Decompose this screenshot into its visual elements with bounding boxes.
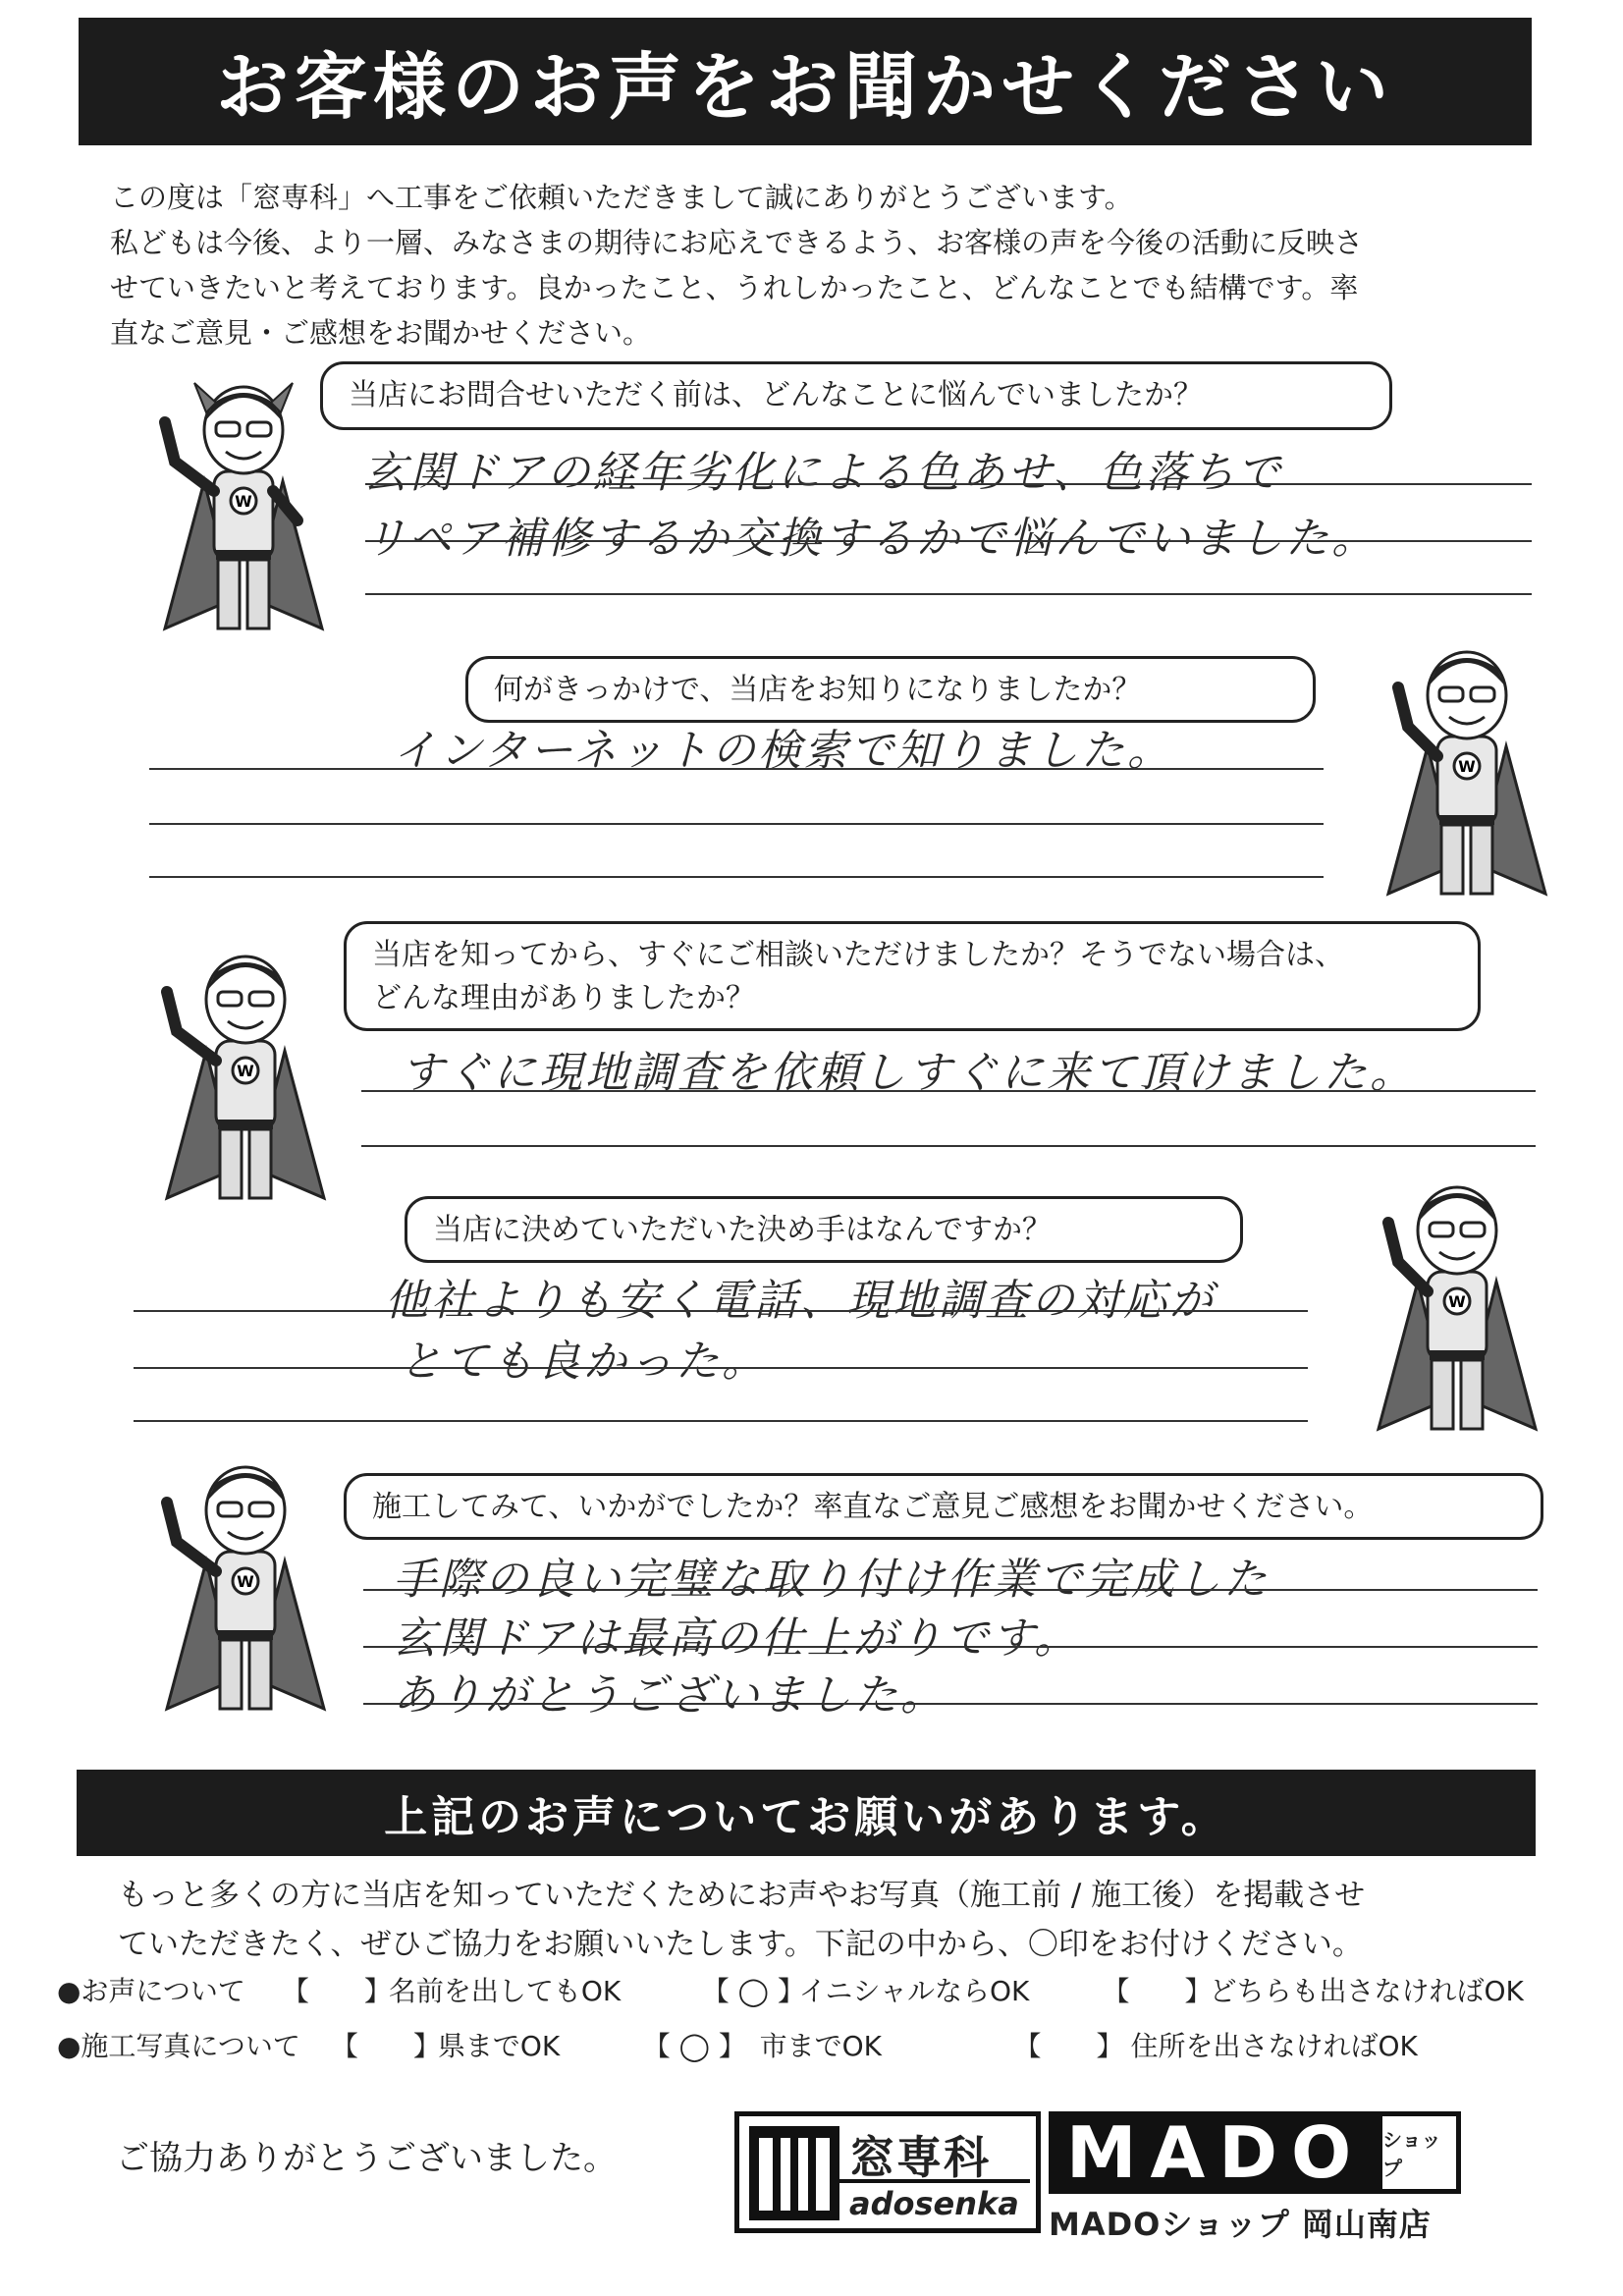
- intro-text: [110, 175, 1553, 355]
- voice-label: ●お声について: [57, 1975, 245, 2007]
- voice-option-3-mark[interactable]: 【 】: [1102, 1975, 1213, 2007]
- question-text: 当店を知ってから、すぐにご相談いただけましたか？そうでない場合は、: [372, 938, 1344, 972]
- answer-rule: [363, 1589, 1538, 1591]
- madosenka-roman: adosenka: [849, 2185, 1019, 2222]
- question-bubble: [344, 921, 1481, 1031]
- madosenka-kanji: 窓専科: [849, 2131, 991, 2184]
- answer-rule: [134, 1310, 1308, 1312]
- handwritten-answer: とても良かった。: [399, 1337, 768, 1387]
- answer-rule: [134, 1367, 1308, 1369]
- request-line: もっと多くの方に当店を知っていただくためにお声やお写真（施工前 / 施工後）を掲載させ: [118, 1878, 1366, 1913]
- question-text: 当店に決めていただいた決め手はなんですか？: [433, 1213, 1052, 1247]
- voice-options-row: [57, 1970, 1524, 2009]
- answer-rule: [149, 876, 1324, 878]
- answer-rule: [365, 540, 1532, 542]
- answer-rule: [134, 1420, 1308, 1422]
- svg-text:W: W: [237, 1572, 254, 1591]
- madosenka-logo: [734, 2111, 1041, 2233]
- question-text: 何がきっかけで、当店をお知りになりましたか？: [494, 673, 1142, 707]
- answer-rule: [149, 768, 1324, 770]
- intro-line: 直なご意見・ご感想をお聞かせください。: [110, 316, 652, 350]
- photo-option-3-label: 住所を出さなければOK: [1130, 2030, 1418, 2062]
- question-text: 施工してみて、いかがでしたか？率直なご意見ご感想をお聞かせください。: [372, 1490, 1374, 1524]
- photo-label: ●施工写真について: [57, 2030, 300, 2062]
- store-name: MADOショップ 岡山南店: [1049, 2206, 1432, 2243]
- photo-option-1-label: 県までOK: [437, 2030, 561, 2062]
- request-line: ていただきたく、ぜひご協力をお願いいたします。下記の中から、〇印をお付けください。: [118, 1927, 1363, 1962]
- svg-text:W: W: [237, 1062, 254, 1080]
- mado-logo: [1049, 2111, 1382, 2194]
- voice-option-2-mark[interactable]: 【 ◯ 】: [701, 1975, 805, 2007]
- mascot-icon: [1359, 1164, 1555, 1458]
- photo-option-2-label: 市までOK: [759, 2030, 883, 2062]
- photo-option-1-mark[interactable]: 【 】: [330, 2030, 441, 2062]
- photo-options-row: [57, 2025, 1418, 2064]
- answer-rule: [149, 823, 1324, 825]
- logo-divider: [838, 2179, 1030, 2183]
- mascot-icon: [145, 363, 342, 658]
- question-text: 当店にお問合せいただく前は、どんなことに悩んでいましたか？: [349, 378, 1203, 412]
- intro-line: 私どもは今後、より一層、みなさまの期待にお応えできるよう、お客様の声を今後の活動に反映さ: [110, 226, 1364, 259]
- mado-shop-tag: [1382, 2111, 1461, 2194]
- answer-rule: [363, 1646, 1538, 1648]
- request-title: 上記のお声についてお願いがあります。: [384, 1792, 1228, 1842]
- photo-option-2-mark[interactable]: 【 ◯ 】: [642, 2030, 746, 2062]
- handwritten-answer: 他社よりも安く電話、現地調査の対応が: [385, 1276, 1216, 1326]
- window-logo-icon: [749, 2126, 839, 2220]
- handwritten-answer: すぐに現地調査を依頼しすぐに来て頂けました。: [401, 1048, 1416, 1098]
- answer-rule: [365, 593, 1532, 595]
- answer-rule: [363, 1703, 1538, 1705]
- svg-text:W: W: [235, 492, 252, 511]
- answer-rule: [361, 1090, 1536, 1092]
- mado-shop-tag-text: ショップ: [1382, 2128, 1441, 2180]
- question-text: どんな理由がありましたか？: [372, 981, 755, 1015]
- request-banner: [77, 1770, 1536, 1856]
- question-bubble: [405, 1196, 1243, 1263]
- handwritten-answer: ありがとうございました。: [393, 1670, 947, 1721]
- mascot-icon: [1369, 629, 1565, 923]
- voice-option-1-label: 名前を出してもOK: [388, 1975, 622, 2007]
- handwritten-answer: 手際の良い完璧な取り付け作業で完成した: [393, 1555, 1270, 1605]
- voice-option-1-mark[interactable]: 【 】: [281, 1975, 392, 2007]
- thanks-text: ご協力ありがとうございました。: [116, 2139, 617, 2178]
- voice-option-2-label: イニシャルならOK: [798, 1975, 1030, 2007]
- answer-rule: [361, 1145, 1536, 1147]
- handwritten-answer: リペア補修するか交換するかで悩んでいました。: [363, 514, 1379, 564]
- intro-line: せていきたいと考えております。良かったこと、うれしかったこと、どんなことでも結構です。率: [110, 271, 1359, 304]
- page-title: お客様のお声をお聞かせください: [216, 45, 1394, 130]
- mascot-icon: [147, 933, 344, 1228]
- answer-rule: [365, 483, 1532, 485]
- handwritten-answer: インターネットの検索で知りました。: [393, 726, 1174, 776]
- handwritten-answer: 玄関ドアの経年劣化による色あせ、色落ちで: [363, 448, 1283, 498]
- handwritten-answer: 玄関ドアは最高の仕上がりです。: [393, 1613, 1081, 1664]
- intro-line: この度は「窓専科」へ工事をご依頼いただきまして誠にありがとうございます。: [110, 181, 1133, 214]
- mado-logo-text: MADO: [1065, 2111, 1366, 2194]
- photo-option-3-mark[interactable]: 【 】: [1013, 2030, 1124, 2062]
- mascot-icon: [147, 1444, 344, 1738]
- title-banner: [79, 18, 1532, 145]
- svg-text:W: W: [1458, 757, 1476, 776]
- question-bubble: [320, 361, 1392, 430]
- request-text: [118, 1871, 1551, 1969]
- svg-text:W: W: [1448, 1292, 1466, 1311]
- voice-option-3-label: どちらも出さなければOK: [1209, 1975, 1524, 2007]
- question-bubble: [344, 1473, 1543, 1540]
- question-bubble: [465, 656, 1316, 723]
